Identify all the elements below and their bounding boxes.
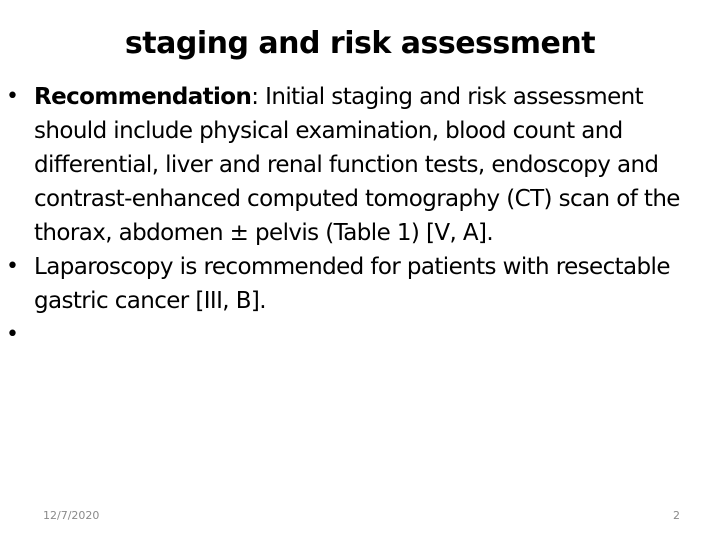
bullet-icon: • xyxy=(6,84,19,109)
bullet-icon: • xyxy=(6,322,19,347)
bullet-list xyxy=(0,80,700,352)
bullet-lead-text: Recommendation xyxy=(34,84,252,110)
bullet-item-laparoscopy xyxy=(0,250,700,318)
bullet-item-recommendation xyxy=(0,80,700,250)
slide-title: staging and risk assessment xyxy=(124,26,596,61)
bullet-text: : Initial staging and risk assessment should include physical examination, blood count and differential, liver and renal function tests, endoscopy and contrast-enhanced computed tomography (CT) scan of the thorax, abdomen ± pelvis (Table 1) [V, A]. xyxy=(34,84,680,246)
bullet-item-empty xyxy=(0,318,700,352)
footer-date: 12/7/2020 xyxy=(43,509,100,522)
footer-page-number: 2 xyxy=(673,509,680,522)
bullet-text: Laparoscopy is recommended for patients with resectable gastric cancer [III, B]. xyxy=(34,254,670,314)
bullet-icon: • xyxy=(6,254,19,279)
